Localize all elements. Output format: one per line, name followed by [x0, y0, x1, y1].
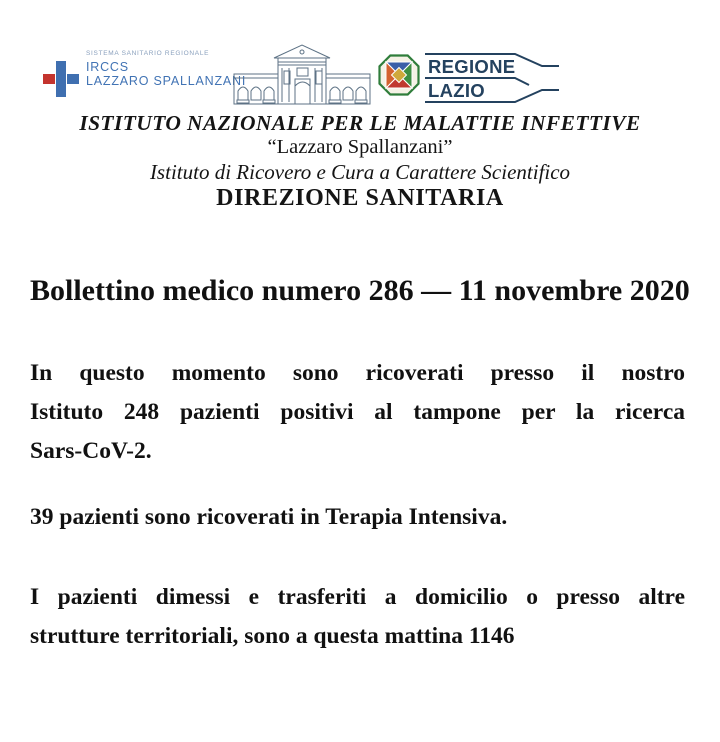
regione-word: REGIONE [428, 56, 516, 77]
lazio-word: LAZIO [428, 79, 485, 101]
paragraph-line: Sars-CoV-2. [30, 438, 152, 464]
paragraph-line: In questo momento sono ricoverati presso il nostro [30, 360, 685, 386]
institute-alias: “Lazzaro Spallanzani” [267, 136, 453, 158]
paragraph-discharged-patients [30, 578, 685, 656]
ssr-system-label: SISTEMA SANITARIO REGIONALE [86, 50, 210, 57]
bulletin-title: Bollettino medico numero 286 — 11 novembre 2020 [30, 274, 690, 307]
institute-name: ISTITUTO NAZIONALE PER LE MALATTIE INFETTIVE [79, 111, 641, 135]
regione-lazio-emblem-icon [378, 54, 420, 96]
paragraph-line: Istituto 248 pazienti positivi al tampone per la ricerca [30, 399, 685, 425]
paragraph-line: strutture territoriali, sono a questa mattina 1146 [30, 623, 515, 649]
paragraph-line: I pazienti dimessi e trasferiti a domicilio o presso altre [30, 584, 685, 610]
paragraph-intensive-care [30, 498, 685, 537]
irccs-name-line1: IRCCS [86, 60, 129, 74]
department-name: DIREZIONE SANITARIA [216, 185, 504, 211]
spallanzani-building-icon [232, 42, 372, 106]
institute-subtitle: Istituto di Ricovero e Cura a Carattere Scientifico [149, 160, 571, 184]
irccs-name-line2: LAZZARO SPALLANZANI [86, 74, 247, 88]
regione-lazio-wordmark [425, 52, 559, 104]
ssr-cross-icon [42, 60, 80, 98]
paragraph-line: 39 pazienti sono ricoverati in Terapia Intensiva. [30, 504, 508, 530]
paragraph-admitted-patients [30, 354, 685, 471]
